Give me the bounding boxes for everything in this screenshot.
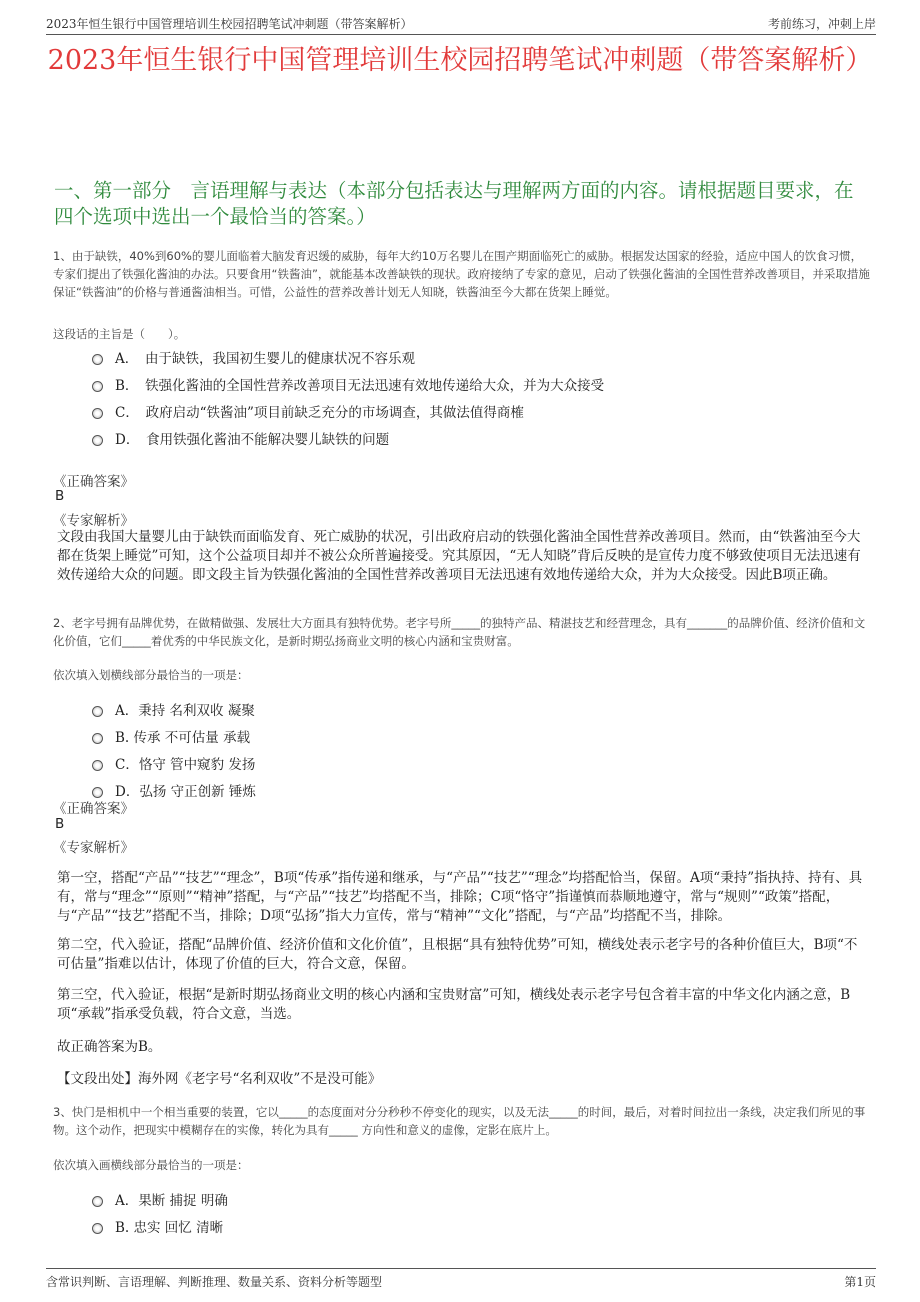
q3-prompt: 依次填入画横线部分最恰当的一项是： (53, 1158, 249, 1172)
q2-answer-label: 《正确答案》 (53, 801, 134, 817)
q3-option-b[interactable]: B. 忠实 回忆 清晰 (92, 1216, 223, 1236)
radio-icon[interactable] (92, 760, 103, 771)
header-right-text: 考前练习，冲刺上岸 (767, 17, 876, 31)
radio-icon[interactable] (92, 435, 103, 446)
q2-analysis-para1: 第一空，搭配“产品”“技艺”“理念”，B项“传承”指传递和继承，与“产品”“技艺”“理念”均搭配恰当，保留。A项“秉持”指执持、持有、具有，常与“理念”“原则”“精神”搭配，与“产品”“技艺”均搭配不当，排除；C项“恪守”指谨慎而恭顺地遵守，常与“规则”“政策”搭配，与“产品”“技艺”搭配不当，排除；D项“弘扬”指大力宣传，常与“精神”“文化”搭配，与“产品”均搭配不当，排除。 (57, 870, 863, 924)
radio-icon[interactable] (92, 354, 103, 365)
q2-conclusion: 故正确答案为B。 (57, 1039, 162, 1055)
q1-option-a[interactable]: A． 由于缺铁，我国初生婴儿的健康状况不容乐观 (92, 347, 415, 367)
q2-source: 【文段出处】海外网《老字号“名利双收”不是没可能》 (57, 1071, 382, 1087)
radio-icon[interactable] (92, 1223, 103, 1234)
q1-answer-label: 《正确答案》 (53, 474, 134, 490)
q3-option-a[interactable]: A．果断 捕捉 明确 (92, 1189, 228, 1209)
radio-icon[interactable] (92, 1196, 103, 1207)
q2-analysis-label: 《专家解析》 (53, 840, 134, 856)
q2-analysis-para2: 第二空，代入验证，搭配“品牌价值、经济价值和文化价值”，且根据“具有独特优势”可知，横线处表示老字号的各种价值巨大，B项“不可估量”指难以估计，体现了价值的巨大，符合文意，保留。 (57, 937, 858, 972)
q1-analysis: 文段由我国大量婴儿由于缺铁而面临发育、死亡威胁的状况，引出政府启动的铁强化酱油全国性营养改善项目。然而，由“铁酱油至今大都在货架上睡觉”可知，这个公益项目却并不被公众所普遍接受。究其原因，“无人知晓”背后反映的是宣传力度不够致使项目无法迅速有效传递给大众的问题。即文段主旨为铁强化酱油的全国性营养改善项目无法迅速有效地传递给大众，并为大众接受。因此B项正确。 (57, 529, 861, 583)
radio-icon[interactable] (92, 408, 103, 419)
q1-option-d[interactable]: D． 食用铁强化酱油不能解决婴儿缺铁的问题 (92, 428, 389, 448)
q2-option-d[interactable]: D．弘扬 守正创新 锤炼 (92, 780, 256, 800)
q1-analysis-label: 《专家解析》 (53, 513, 134, 529)
q1-text: 1、由于缺铁，40%到60%的婴儿面临着大脑发育迟缓的威胁，每年大约10万名婴儿在围产期面临死亡的威胁。根据发达国家的经验，适应中国人的饮食习惯，专家们提出了铁强化酱油的办法。只要食用“铁酱油”，就能基本改善缺铁的现状。政府接纳了专家的意见，启动了铁强化酱油的全国性营养改善项目，并采取措施保证“铁酱油”的价格与普通酱油相当。可惜，公益性的营养改善计划无人知晓，铁酱油至今大都在货架上睡觉。 (53, 249, 870, 299)
radio-icon[interactable] (92, 706, 103, 717)
section-heading: 一、第一部分 言语理解与表达（本部分包括表达与理解两方面的内容。请根据题目要求，在四个选项中选出一个最恰当的答案。） (54, 179, 854, 228)
q2-option-b[interactable]: B. 传承 不可估量 承载 (92, 726, 250, 746)
page-header (46, 12, 876, 35)
q2-option-a[interactable]: A．秉持 名利双收 凝聚 (92, 699, 255, 719)
footer-left-text: 含常识判断、言语理解、判断推理、数量关系、资料分析等题型 (46, 1275, 383, 1289)
q1-answer: B (55, 488, 65, 504)
page-footer (46, 1268, 876, 1289)
q3-text: 3、快门是相机中一个相当重要的装置，它以_____的态度面对分分秒秒不停变化的现实，以及无法_____的时间，最后，对着时间拉出一条线，决定我们所见的事物。这个动作，把现实中模糊存在的实像，转化为具有_____ 方向性和意义的虚像，定影在底片上。 (53, 1105, 866, 1137)
q2-prompt: 依次填入划横线部分最恰当的一项是： (53, 668, 249, 682)
q2-analysis-para3: 第三空，代入验证，根据“是新时期弘扬商业文明的核心内涵和宝贵财富”可知，横线处表示老字号包含着丰富的中华文化内涵之意，B项“承载”指承受负载，符合文意，当选。 (57, 987, 851, 1022)
q1-option-c[interactable]: C． 政府启动“铁酱油”项目前缺乏充分的市场调查，其做法值得商榷 (92, 401, 524, 421)
radio-icon[interactable] (92, 381, 103, 392)
q2-answer: B (55, 816, 65, 832)
header-left-text: 2023年恒生银行中国管理培训生校园招聘笔试冲刺题（带答案解析） (46, 17, 413, 31)
document-title: 2023年恒生银行中国管理培训生校园招聘笔试冲刺题（带答案解析） (47, 45, 873, 76)
radio-icon[interactable] (92, 733, 103, 744)
page-number: 第1页 (844, 1275, 876, 1289)
q2-text: 2、老字号拥有品牌优势，在做精做强、发展壮大方面具有独特优势。老字号所_____的独特产品、精湛技艺和经营理念，具有_______的品牌价值、经济价值和文化价值，它们_____着优秀的中华民族文化，是新时期弘扬商业文明的核心内涵和宝贵财富。 (53, 616, 866, 648)
q1-prompt: 这段话的主旨是（ ）。 (53, 327, 186, 341)
q2-option-c[interactable]: C．恪守 管中窥豹 发扬 (92, 753, 255, 773)
q1-option-b[interactable]: B． 铁强化酱油的全国性营养改善项目无法迅速有效地传递给大众，并为大众接受 (92, 374, 604, 394)
